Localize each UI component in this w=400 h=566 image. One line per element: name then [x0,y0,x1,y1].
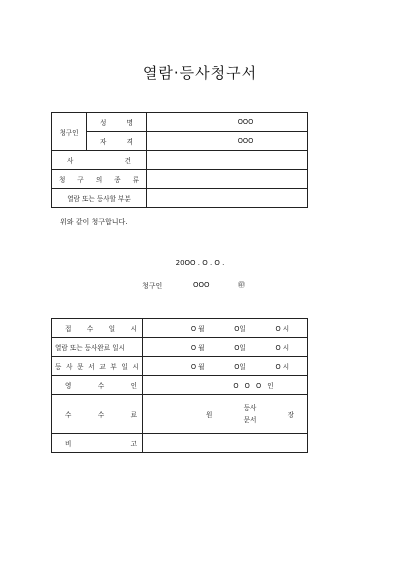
delivery-datetime-label: 등 사 문 서 교 부 일 시 [52,357,143,376]
signer-name: OOO [193,281,210,289]
case-value[interactable] [147,151,308,170]
delivery-datetime-value[interactable]: O 월 O일 O 시 [143,357,308,376]
request-info-table [51,112,308,208]
remarks-label: 비 고 [52,434,143,453]
seal-icon: ㊞ [238,281,245,289]
request-type-value[interactable] [147,170,308,189]
statement-text: 위와 같이 청구합니다. [60,218,128,226]
remarks-value[interactable] [143,434,308,453]
case-label: 사 건 [52,151,147,170]
receipt-signature-value[interactable]: O O O 인 [143,376,308,395]
part-label: 열람 또는 등사할 부분 [52,189,147,208]
receipt-signature-label: 영 수 인 [52,376,143,395]
requester-label: 청구인 [52,113,87,151]
name-label: 성 명 [87,113,147,132]
part-value[interactable] [147,189,308,208]
fee-value[interactable]: 원 등사 문서 장 [143,395,308,434]
completion-datetime-value[interactable]: O 월 O일 O 시 [143,338,308,357]
page-title: 열람·등사청구서 [142,64,258,82]
processing-table [51,318,308,453]
qualification-label: 자 격 [87,132,147,151]
fee-label: 수 수 료 [52,395,143,434]
completion-datetime-label: 열람 또는 등사완료 일시 [52,338,143,357]
receipt-datetime-value[interactable]: O 월 O일 O 시 [143,319,308,338]
request-type-label: 청 구 의 종 류 [52,170,147,189]
date-line: 20OO . O . O . [175,259,225,267]
copy-doc-label: 등사 문서 [243,404,257,424]
name-value[interactable]: OOO [147,113,308,132]
signer-label: 청구인 [142,282,163,290]
receipt-datetime-label: 접 수 일 시 [52,319,143,338]
qualification-value[interactable]: OOO [147,132,308,151]
